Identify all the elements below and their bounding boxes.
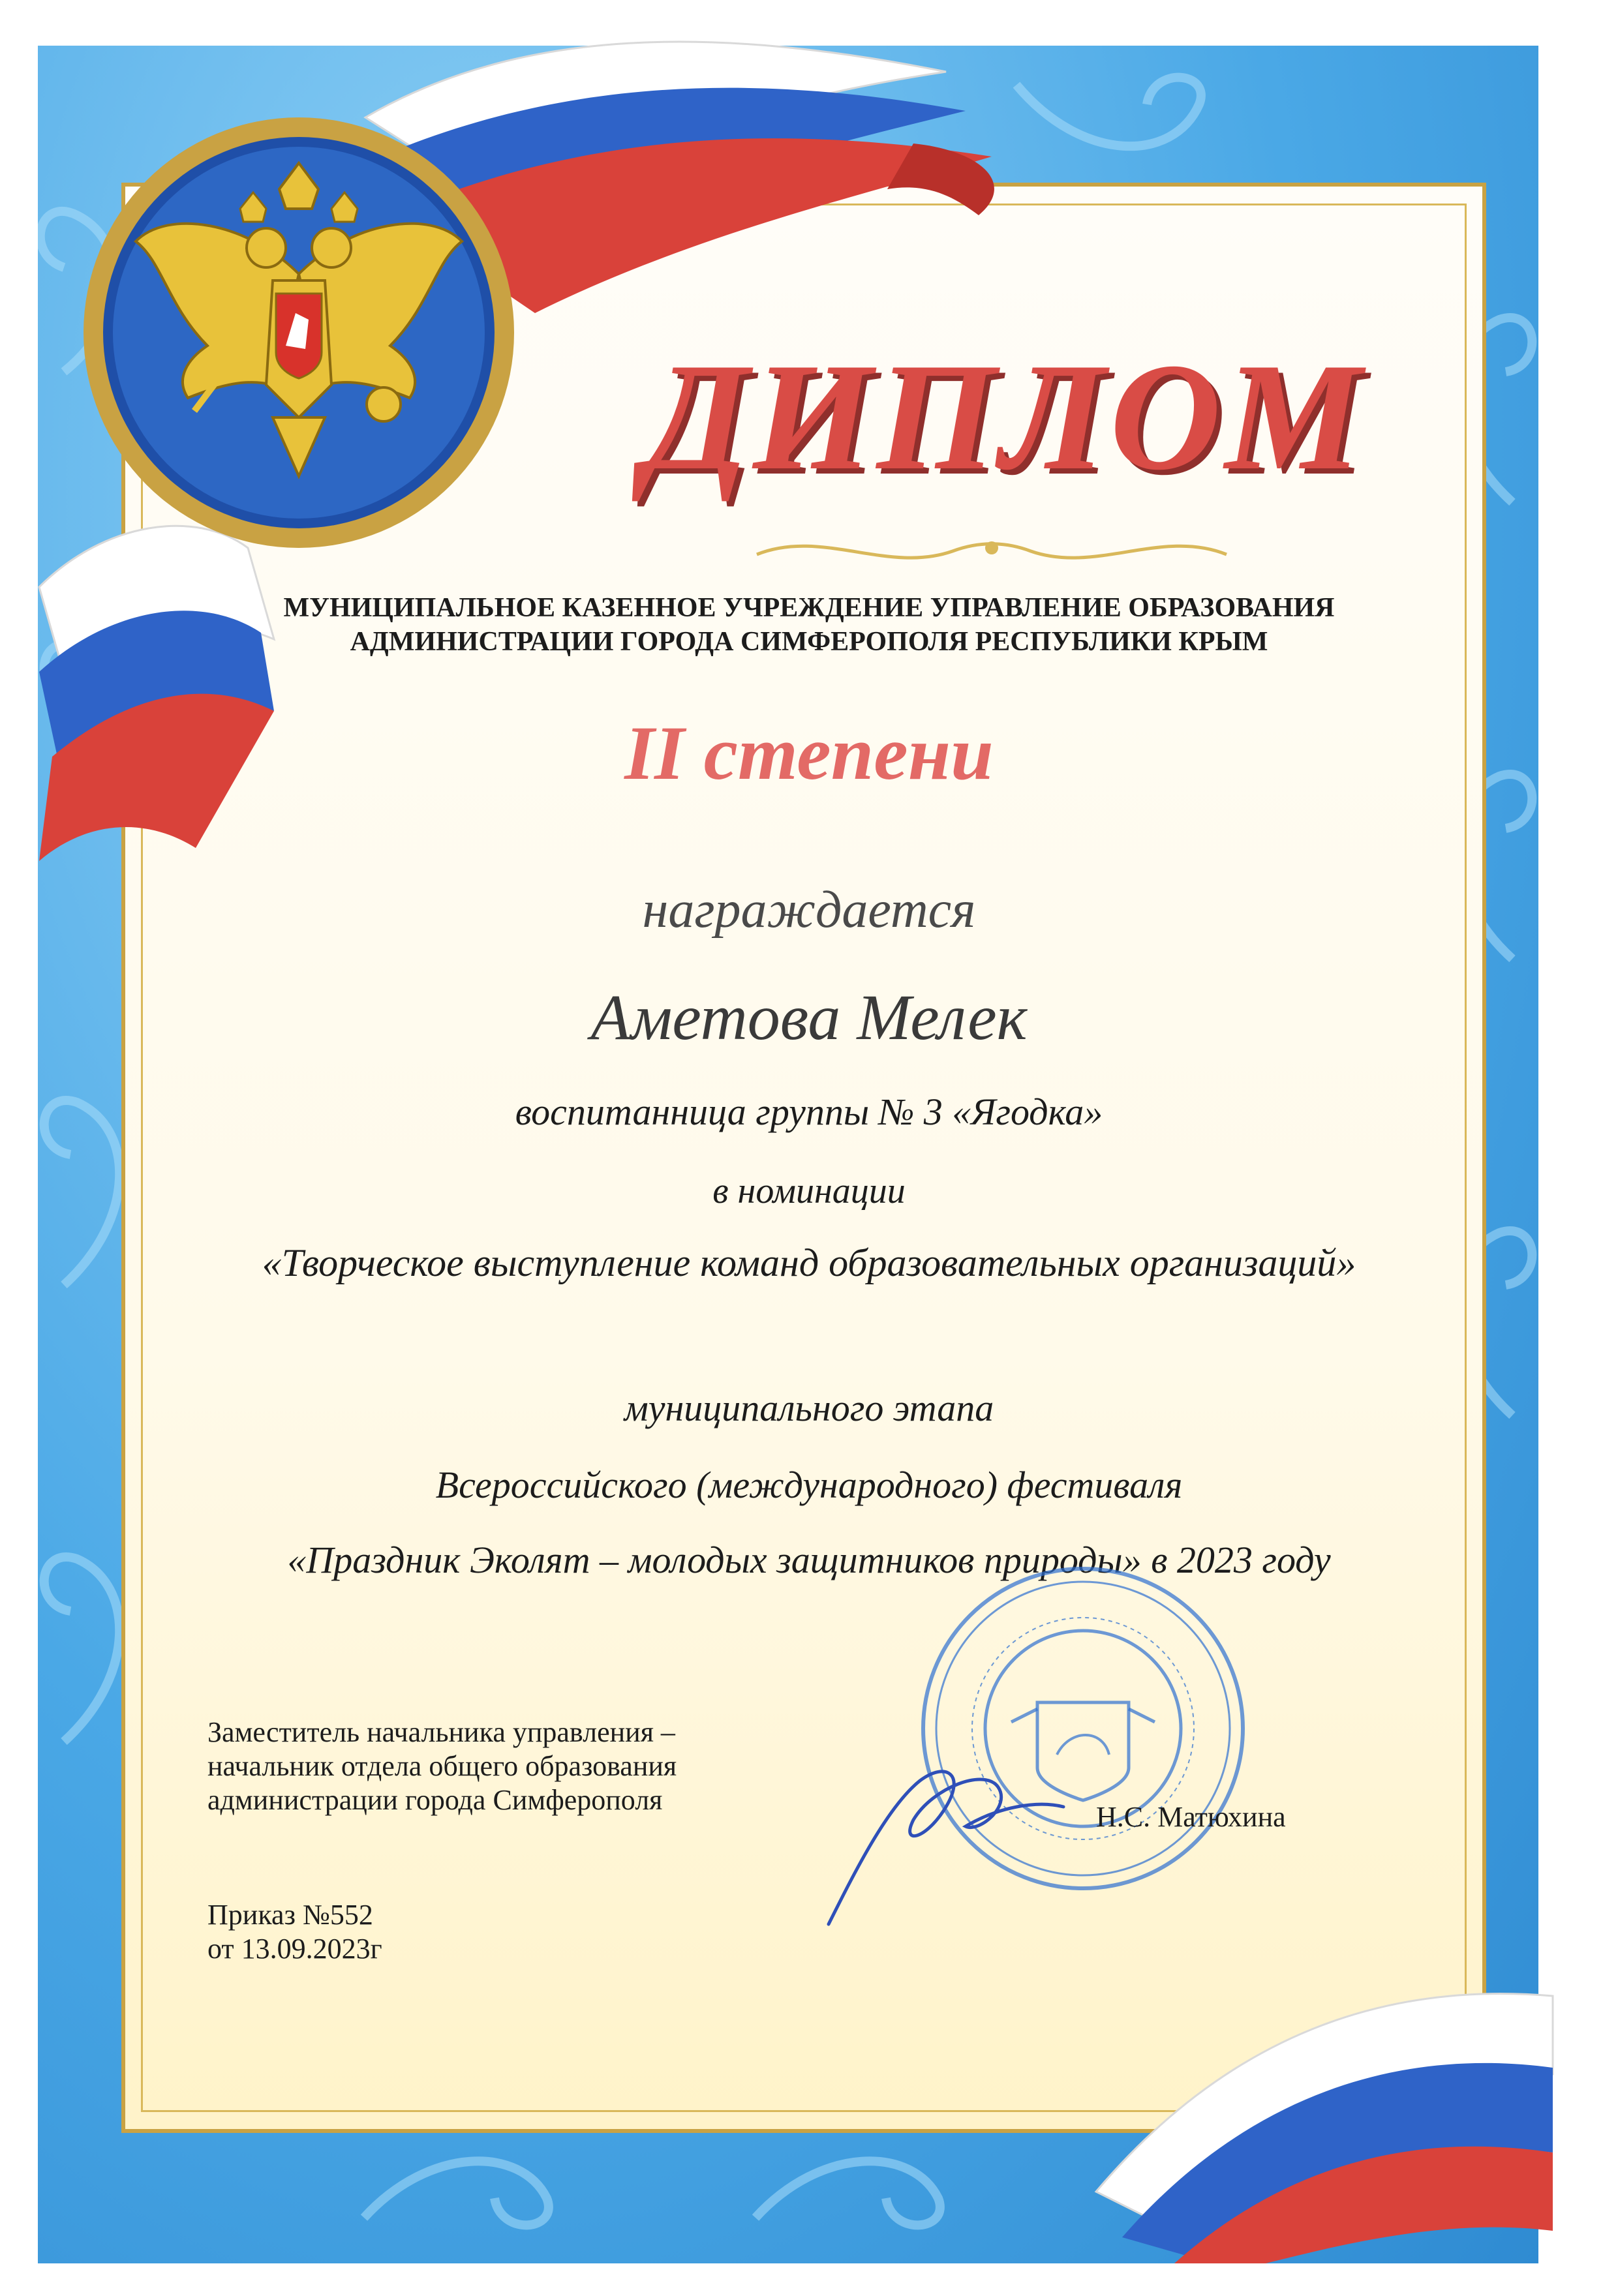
- russian-coat-of-arms-icon: [77, 111, 521, 554]
- festival-label: Всероссийского (международного) фестиваля: [435, 1464, 1183, 1506]
- festival-name: «Праздник Эколят – молодых защитников природы» в 2023 году: [287, 1539, 1331, 1581]
- nomination-intro: в номинации: [712, 1171, 906, 1211]
- signatory-position: [207, 1715, 860, 1817]
- gold-flourish-icon: [744, 522, 1240, 581]
- recipient-name: Аметова Мелек: [590, 981, 1028, 1053]
- signatory-name: Н.С. Матюхина: [1096, 1801, 1286, 1833]
- recipient-group: воспитанница группы № 3 «Ягодка»: [515, 1091, 1103, 1133]
- organization-line-2: АДМИНИСТРАЦИИ ГОРОДА СИМФЕРОПОЛЯ РЕСПУБЛИКИ КРЫМ: [350, 627, 1268, 657]
- organization-name: [196, 591, 1422, 659]
- order-reference: [207, 1898, 599, 1966]
- nomination-title: «Творческое выступление команд образовательных организаций»: [262, 1241, 1356, 1284]
- signatory-position-line-3: администрации города Симферополя: [207, 1784, 663, 1816]
- order-number: Приказ №552: [207, 1899, 373, 1931]
- diploma-degree: II степени: [624, 710, 994, 796]
- diploma-title: ДИПЛОМ: [643, 332, 1366, 502]
- stage-label: муниципального этапа: [624, 1387, 994, 1429]
- awarded-label: награждается: [642, 881, 976, 939]
- order-date: от 13.09.2023г: [207, 1933, 382, 1965]
- organization-line-1: МУНИЦИПАЛЬНОЕ КАЗЕННОЕ УЧРЕЖДЕНИЕ УПРАВЛЕНИЕ ОБРАЗОВАНИЯ: [283, 593, 1335, 623]
- signatory-position-line-2: начальник отдела общего образования: [207, 1750, 677, 1782]
- signatory-position-line-1: Заместитель начальника управления –: [207, 1716, 675, 1748]
